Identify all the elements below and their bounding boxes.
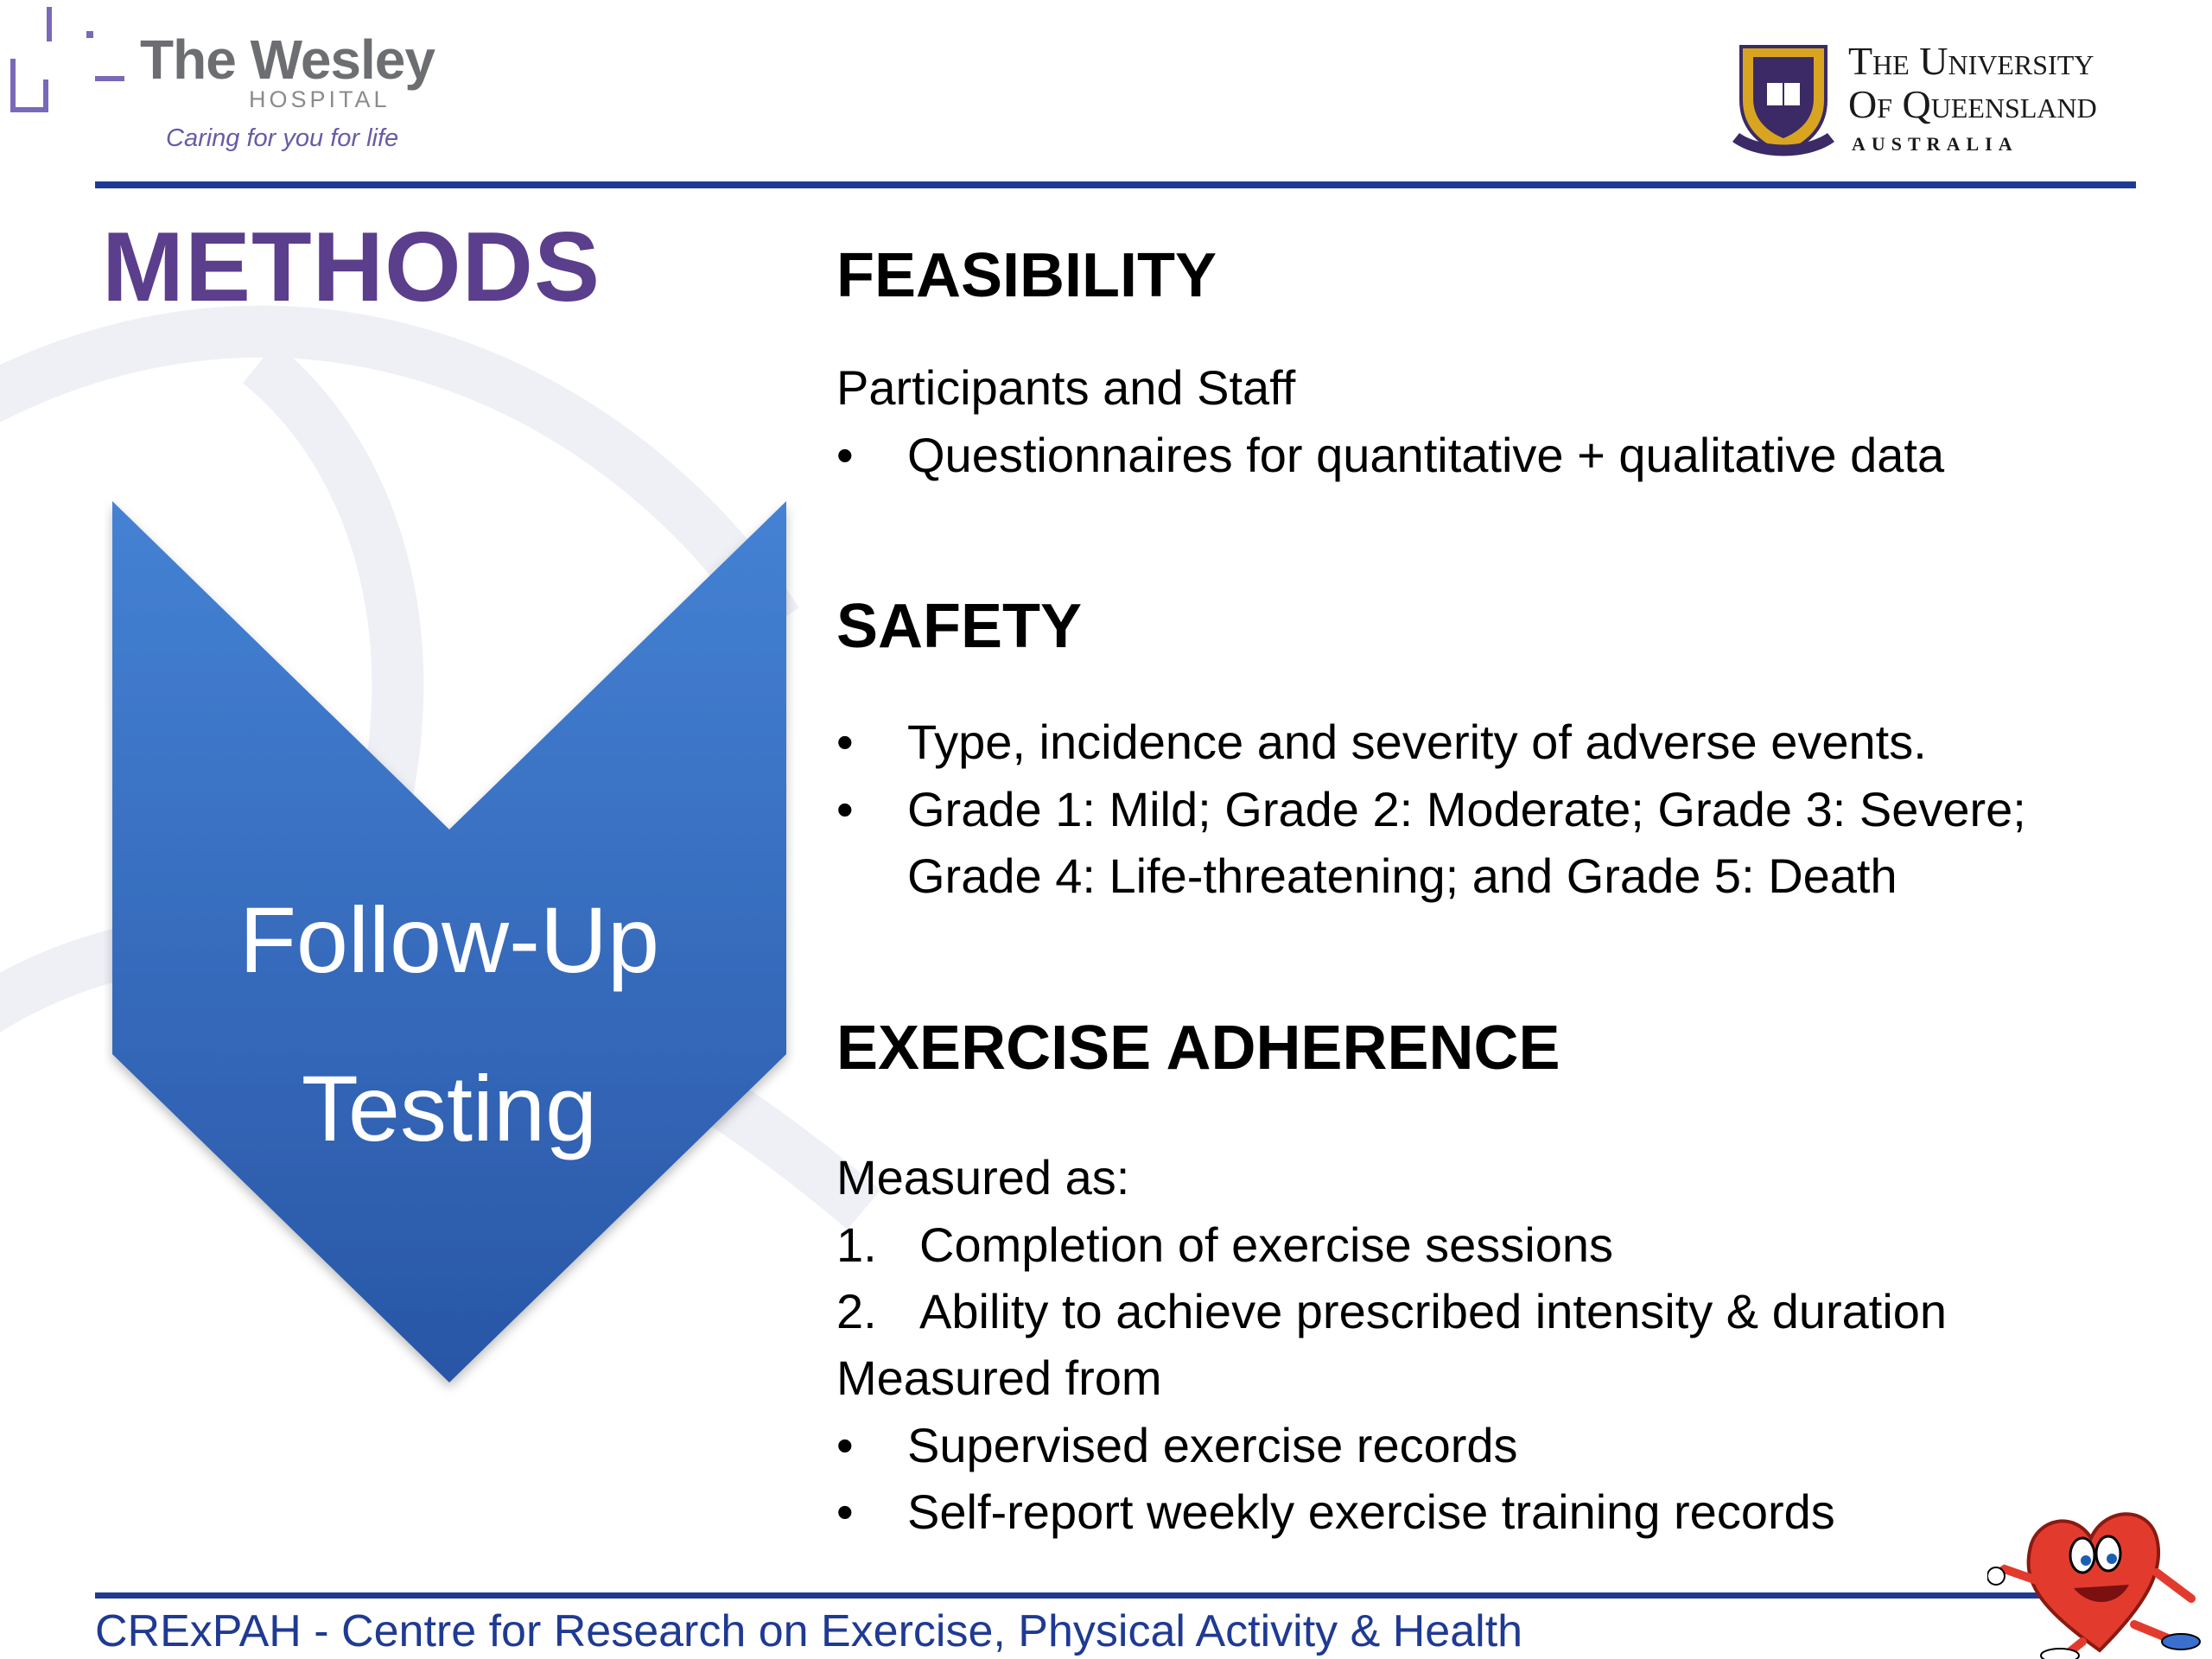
slide-title: METHODS xyxy=(102,213,601,322)
safety-heading: SAFETY xyxy=(836,592,1083,661)
bullet-text: Type, incidence and severity of adverse events. xyxy=(907,715,1927,769)
footer-divider xyxy=(95,1592,2136,1599)
bullet-text: Questionnaires for quantitative + qualitative data xyxy=(907,428,1945,482)
item-text: Ability to achieve prescribed intensity & duration xyxy=(919,1284,1948,1338)
running-heart-mascot-icon xyxy=(1987,1486,2212,1659)
header-divider xyxy=(95,181,2136,188)
uq-crest-icon xyxy=(1732,40,1834,161)
bullet-text: Grade 4: Life-threatening; and Grade 5: Death xyxy=(907,849,1897,903)
wesley-cross-icon xyxy=(9,7,130,119)
measured-as-label: Measured as: xyxy=(836,1150,1130,1205)
wesley-tagline: Caring for you for life xyxy=(166,124,399,152)
uq-name-line1: The University xyxy=(1848,39,2094,83)
wesley-name: The Wesley xyxy=(140,29,435,91)
feasibility-heading: FEASIBILITY xyxy=(836,241,1217,310)
item-text: Completion of exercise sessions xyxy=(919,1217,1614,1272)
item-number: 1. xyxy=(836,1217,877,1272)
bullet-glyph: • xyxy=(836,782,854,836)
adherence-heading: EXERCISE ADHERENCE xyxy=(836,1014,1560,1083)
bullet-text: Grade 1: Mild; Grade 2: Moderate; Grade 3: Severe; xyxy=(907,782,2026,836)
chevron-label-line1: Follow-Up xyxy=(238,887,660,992)
bullet-glyph: • xyxy=(836,1418,854,1472)
wesley-subtitle: HOSPITAL xyxy=(249,86,391,112)
bullet-glyph: • xyxy=(836,715,854,769)
bullet-text: Self-report weekly exercise training records xyxy=(907,1484,1835,1539)
feasibility-subheading: Participants and Staff xyxy=(836,360,1296,415)
bullet-glyph: • xyxy=(836,428,854,482)
item-number: 2. xyxy=(836,1284,877,1338)
bullet-text: Supervised exercise records xyxy=(907,1418,1518,1472)
measured-from-label: Measured from xyxy=(836,1351,1162,1405)
uq-name-line2: Of Queensland xyxy=(1848,82,2097,126)
uq-country: AUSTRALIA xyxy=(1852,133,2018,155)
uq-logo xyxy=(1732,35,2182,164)
wesley-hospital-logo xyxy=(9,7,458,162)
footer-text: CRExPAH - Centre for Research on Exercise, Physical Activity & Health xyxy=(95,1606,1523,1656)
chevron-label-line2: Testing xyxy=(301,1056,598,1160)
bullet-glyph: • xyxy=(836,1484,854,1539)
